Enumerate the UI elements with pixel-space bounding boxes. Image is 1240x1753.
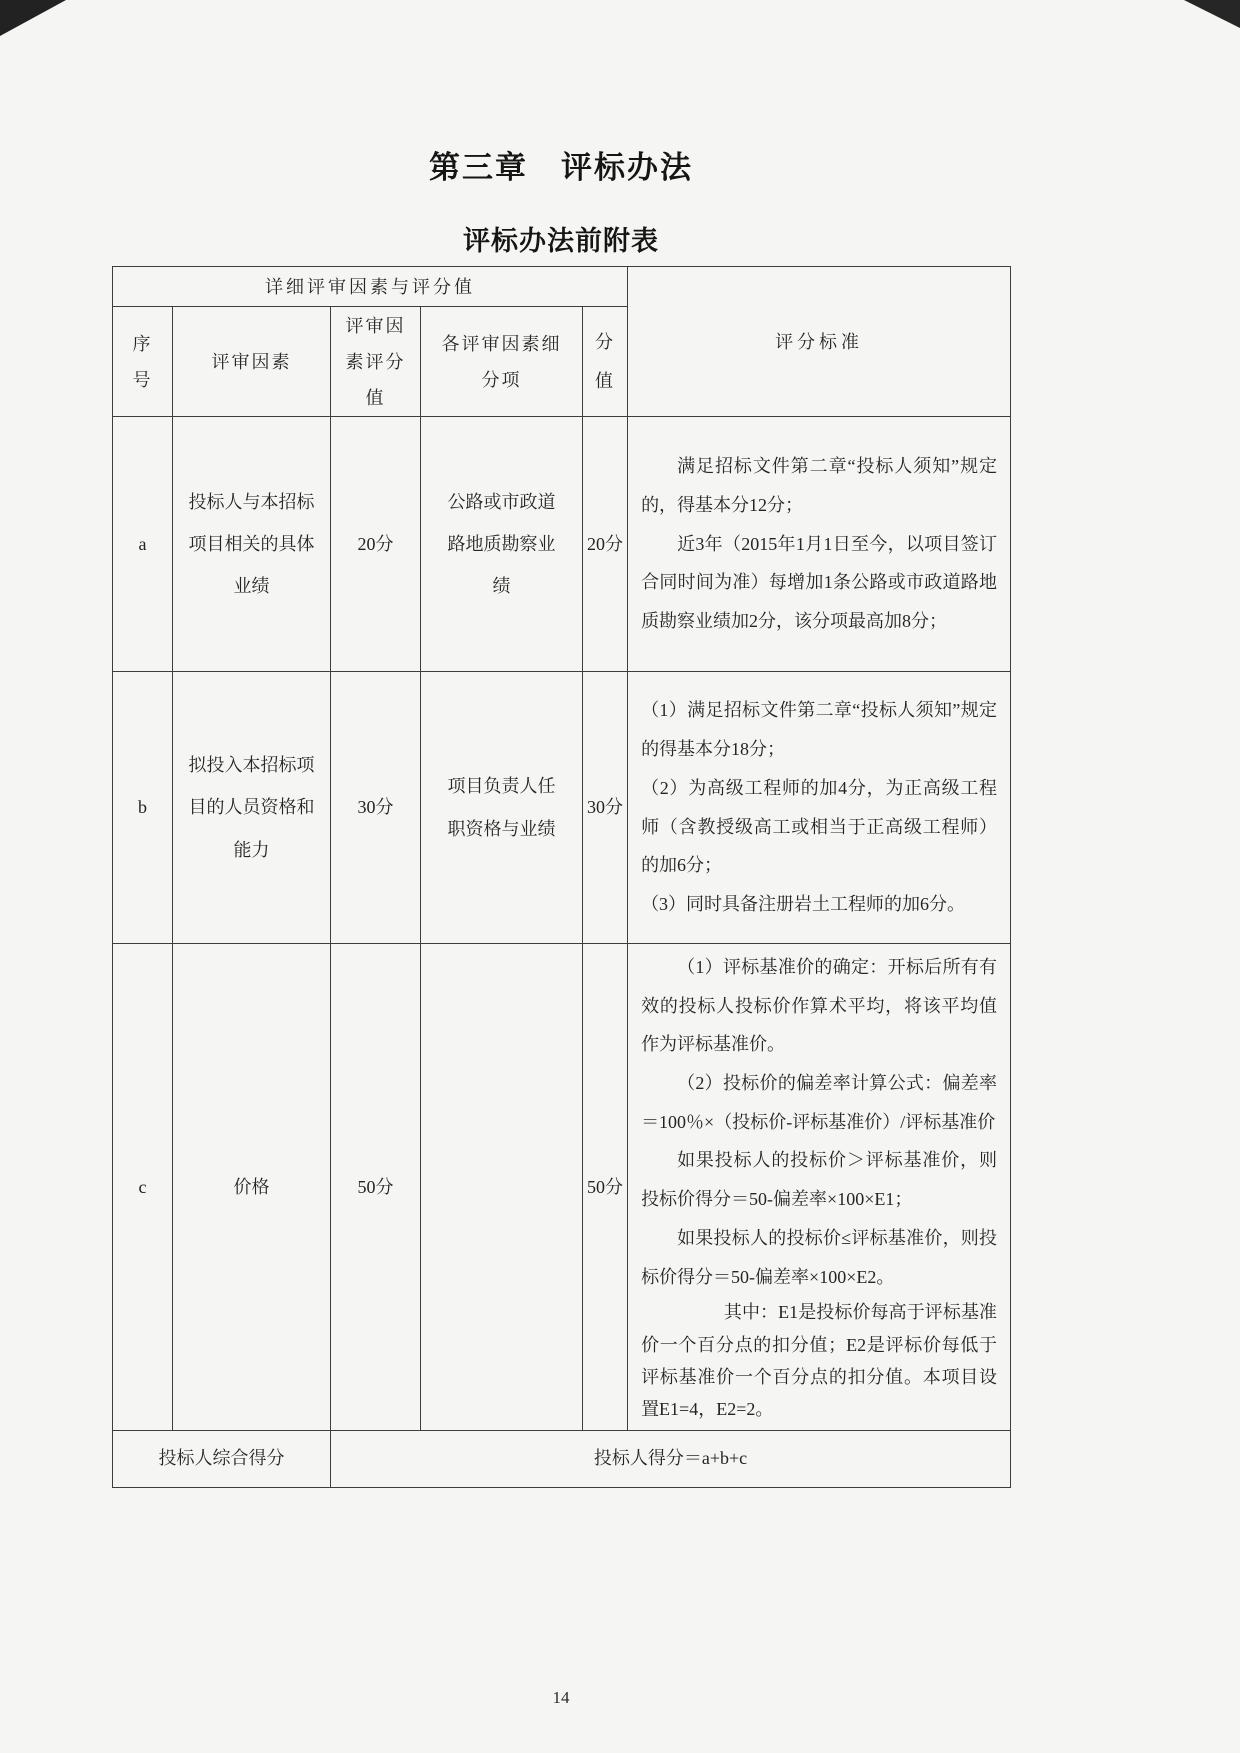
criteria-paragraph: （1）评标基准价的确定：开标后所有有效的投标人投标价作算术平均，将该平均值作为评标基准价。 bbox=[641, 957, 998, 1055]
table-footer-row bbox=[113, 1430, 1011, 1487]
evaluation-table bbox=[112, 266, 1011, 1488]
criteria-paragraph: （1）满足招标文件第二章“投标人须知”规定的得基本分18分； bbox=[641, 700, 998, 760]
cell-subitem: 项目负责人任职资格与业绩 bbox=[421, 672, 583, 944]
scan-corner-artifact-left bbox=[0, 0, 66, 36]
cell-no: b bbox=[113, 672, 173, 944]
cell-subitem: 公路或市政道路地质勘察业绩 bbox=[421, 417, 583, 672]
footer-total-label: 投标人综合得分 bbox=[113, 1430, 331, 1487]
column-header-subitem: 各评审因素细分项 bbox=[421, 307, 583, 417]
table-row-b bbox=[113, 672, 1011, 944]
criteria-paragraph: 满足招标文件第二章“投标人须知”规定的，得基本分12分； bbox=[641, 456, 998, 515]
column-header-factor: 评审因素 bbox=[173, 307, 331, 417]
cell-score: 30分 bbox=[583, 672, 628, 944]
page-content bbox=[112, 0, 1010, 1488]
cell-criteria bbox=[628, 672, 1011, 944]
table-title: 评标办法前附表 bbox=[463, 226, 659, 256]
scan-corner-artifact-right bbox=[1184, 0, 1240, 28]
criteria-paragraph: （2）投标价的偏差率计算公式：偏差率＝100％×（投标价-评标基准价）/评标基准价 bbox=[641, 1073, 998, 1132]
header-group-title: 详细评审因素与评分值 bbox=[113, 267, 628, 307]
cell-factor: 拟投入本招标项目的人员资格和能力 bbox=[173, 672, 331, 944]
footer-total-formula: 投标人得分＝a+b+c bbox=[331, 1430, 1011, 1487]
header-group-row bbox=[113, 267, 1011, 307]
cell-factor-score: 50分 bbox=[331, 944, 421, 1431]
cell-score: 20分 bbox=[583, 417, 628, 672]
cell-no: c bbox=[113, 944, 173, 1431]
criteria-paragraph: 如果投标人的投标价＞评标基准价，则投标价得分＝50-偏差率×100×E1； bbox=[641, 1150, 998, 1210]
criteria-paragraph: 近3年（2015年1月1日至今，以项目签订合同时间为准）每增加1条公路或市政道路地质勘察业绩加2分，该分项最高加8分； bbox=[641, 533, 998, 632]
table-row-a bbox=[113, 417, 1011, 672]
cell-criteria bbox=[628, 944, 1011, 1431]
column-header-criteria: 评分标准 bbox=[628, 267, 1011, 417]
cell-no: a bbox=[113, 417, 173, 672]
cell-subitem bbox=[421, 944, 583, 1431]
criteria-paragraph: 其中：E1是投标价每高于评标基准价一个百分点的扣分值；E2是评标价每低于评标基准价一个百分点的扣分值。本项目设置E1=4，E2=2。 bbox=[641, 1302, 998, 1420]
cell-score: 50分 bbox=[583, 944, 628, 1431]
criteria-paragraph: （2）为高级工程师的加4分，为正高级工程师（含教授级高工或相当于正高级工程师）的加6分； bbox=[641, 777, 998, 876]
criteria-paragraph: （3）同时具备注册岩土工程师的加6分。 bbox=[641, 893, 966, 914]
chapter-title: 第三章 评标办法 bbox=[429, 150, 693, 185]
column-header-no: 序号 bbox=[113, 307, 173, 417]
cell-factor-score: 20分 bbox=[331, 417, 421, 672]
column-header-score: 分值 bbox=[583, 307, 628, 417]
cell-criteria bbox=[628, 417, 1011, 672]
cell-factor-score: 30分 bbox=[331, 672, 421, 944]
cell-factor: 价格 bbox=[173, 944, 331, 1431]
column-header-factor-score: 评审因素评分值 bbox=[331, 307, 421, 417]
cell-factor: 投标人与本招标项目相关的具体业绩 bbox=[173, 417, 331, 672]
page-number: 14 bbox=[552, 1688, 570, 1707]
table-row-c bbox=[113, 944, 1011, 1431]
criteria-paragraph: 如果投标人的投标价≤评标基准价，则投标价得分＝50-偏差率×100×E2。 bbox=[641, 1227, 998, 1287]
